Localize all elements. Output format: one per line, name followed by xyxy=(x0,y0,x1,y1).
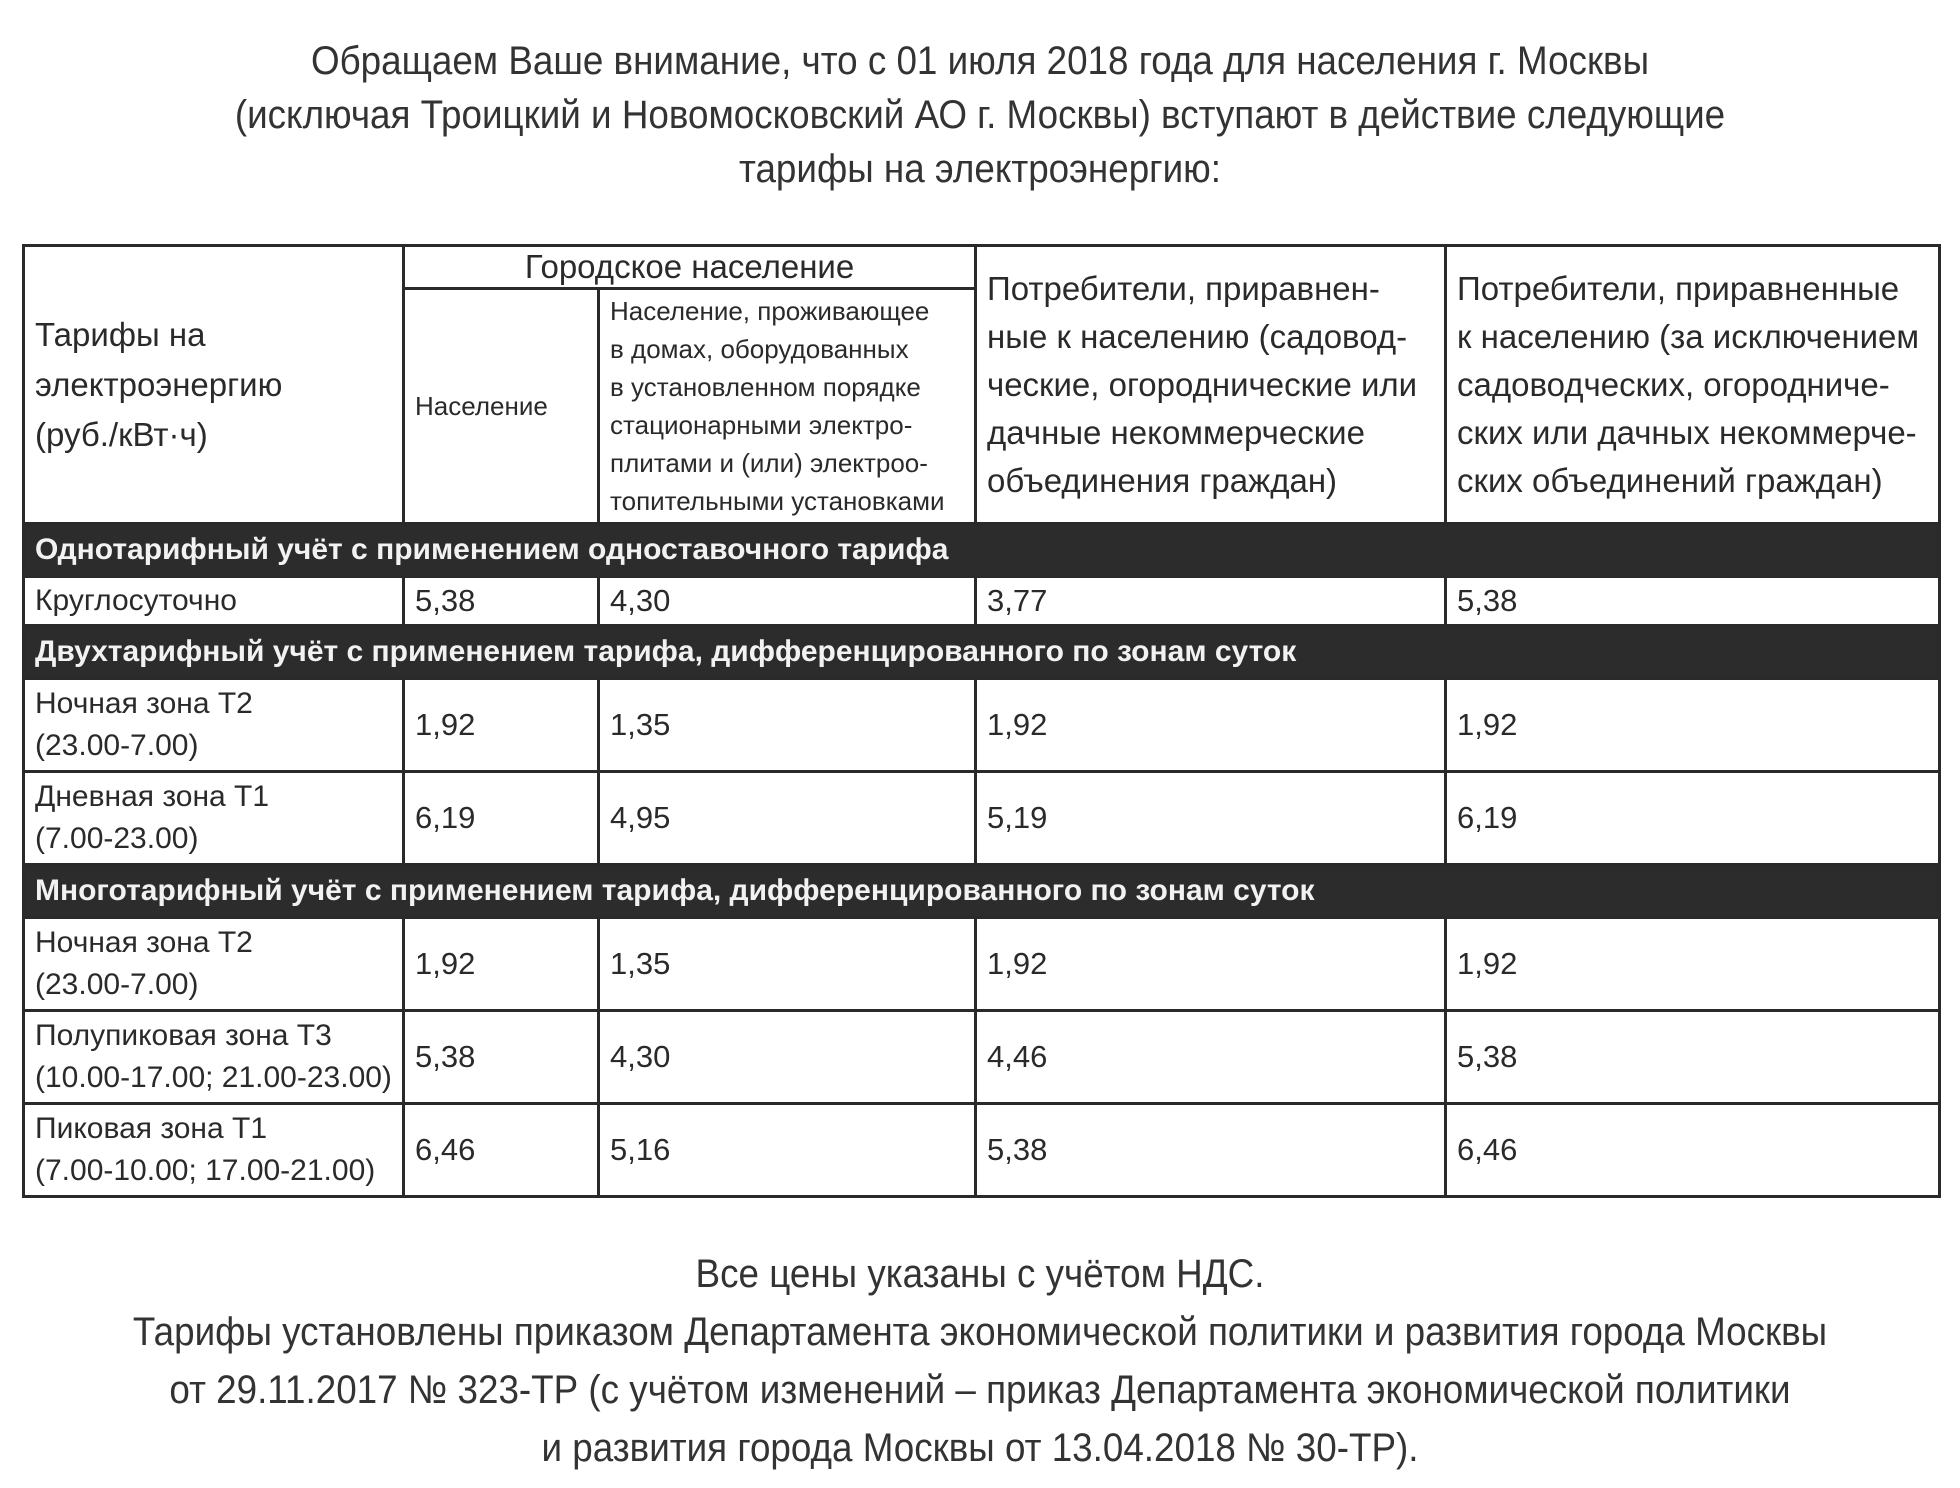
table-row xyxy=(24,679,1940,772)
row-label-line-2: (10.00-17.00; 21.00-23.00) xyxy=(35,1061,392,1094)
section-title: Двухтарифный учёт с применением тарифа, дифференцированного по зонам суток xyxy=(24,626,1940,679)
value-population: 5,38 xyxy=(404,1011,599,1104)
value-consumers-gardening: 5,38 xyxy=(976,1104,1446,1197)
header-co-line-2: к населению (за исключением xyxy=(1457,317,1920,355)
row-label-line-1: Дневная зона Т1 xyxy=(35,780,270,813)
row-label-line-1: Ночная зона Т2 xyxy=(35,687,253,720)
header-co-line-3: садоводческих, огородниче- xyxy=(1457,365,1890,403)
row-label xyxy=(24,1011,404,1104)
intro-line-1: Обращаем Ваше внимание, что с 01 июля 2018 года для населения г. Москвы xyxy=(310,39,1650,83)
footer-line-4: и развития города Москвы от 13.04.2018 № 30-ТР). xyxy=(541,1426,1419,1470)
row-label xyxy=(24,1104,404,1197)
value-consumers-gardening: 1,92 xyxy=(976,679,1446,772)
table-row xyxy=(24,918,1940,1011)
tariff-table xyxy=(22,244,1941,1198)
table-row xyxy=(24,772,1940,865)
header-consumers-gardening xyxy=(976,246,1446,524)
footer-text xyxy=(78,1245,1881,1477)
value-consumers-other: 5,38 xyxy=(1446,1011,1940,1104)
intro-line-2: (исключая Троицкий и Новомосковский АО г. Москвы) вступают в действие следующие xyxy=(234,93,1726,137)
header-tariffs-line-2: электроэнергию xyxy=(35,365,283,403)
row-label-line-2: (23.00-7.00) xyxy=(35,729,199,762)
row-label xyxy=(24,918,404,1011)
section-title: Однотарифный учёт с применением одноставочного тарифа xyxy=(24,524,1940,577)
value-consumers-gardening: 1,92 xyxy=(976,918,1446,1011)
section-multi-tariff xyxy=(24,865,1940,918)
header-co-line-5: ских объединений граждан) xyxy=(1457,461,1883,499)
value-population: 1,92 xyxy=(404,918,599,1011)
value-consumers-gardening: 5,19 xyxy=(976,772,1446,865)
header-stoves-line-4: стационарными электро- xyxy=(610,410,913,440)
value-stoves: 4,30 xyxy=(599,1011,976,1104)
row-label xyxy=(24,679,404,772)
table-row xyxy=(24,1011,1940,1104)
value-consumers-other: 1,92 xyxy=(1446,918,1940,1011)
header-cg-line-1: Потребители, приравнен- xyxy=(987,269,1380,307)
value-stoves: 4,95 xyxy=(599,772,976,865)
value-stoves: 5,16 xyxy=(599,1104,976,1197)
value-population: 1,92 xyxy=(404,679,599,772)
value-consumers-other: 6,19 xyxy=(1446,772,1940,865)
header-cg-line-3: ческие, огороднические или xyxy=(987,365,1418,403)
value-consumers-other: 5,38 xyxy=(1446,577,1940,626)
value-consumers-gardening: 4,46 xyxy=(976,1011,1446,1104)
row-label-line-2: (7.00-23.00) xyxy=(35,822,199,855)
header-city-population: Городское население xyxy=(404,246,976,289)
header-stoves-line-5: плитами и (или) электроо- xyxy=(610,448,928,478)
value-consumers-other: 1,92 xyxy=(1446,679,1940,772)
footer-line-2: Тарифы установлены приказом Департамента экономической политики и развития города Москвы xyxy=(132,1310,1828,1354)
table-row xyxy=(24,1104,1940,1197)
footer-line-3: от 29.11.2017 № 323-ТР (с учётом изменений – приказ Департамента экономической политики xyxy=(169,1368,1791,1412)
row-label-line-2: (23.00-7.00) xyxy=(35,968,199,1001)
header-population: Население xyxy=(404,289,599,524)
row-label-line-1: Полупиковая зона Т3 xyxy=(35,1019,332,1052)
value-population: 6,19 xyxy=(404,772,599,865)
value-consumers-gardening: 3,77 xyxy=(976,577,1446,626)
row-label xyxy=(24,772,404,865)
header-consumers-other xyxy=(1446,246,1940,524)
table-row xyxy=(24,577,1940,626)
header-tariffs xyxy=(24,246,404,524)
header-stoves-line-3: в установленном порядке xyxy=(610,372,921,402)
intro-text xyxy=(78,34,1881,196)
header-stoves-line-1: Население, проживающее xyxy=(610,296,930,326)
value-population: 5,38 xyxy=(404,577,599,626)
header-tariffs-line-3: (руб./кВт·ч) xyxy=(35,415,208,453)
header-stoves-line-6: топительными установками xyxy=(610,486,945,516)
section-two-tariff xyxy=(24,626,1940,679)
value-consumers-other: 6,46 xyxy=(1446,1104,1940,1197)
row-label-line-2: (7.00-10.00; 17.00-21.00) xyxy=(35,1154,376,1187)
value-population: 6,46 xyxy=(404,1104,599,1197)
value-stoves: 1,35 xyxy=(599,679,976,772)
row-label-line-1: Пиковая зона Т1 xyxy=(35,1112,268,1145)
header-cg-line-4: дачные некоммерческие xyxy=(987,413,1365,451)
value-stoves: 1,35 xyxy=(599,918,976,1011)
value-stoves: 4,30 xyxy=(599,577,976,626)
intro-line-3: тарифы на электроэнергию: xyxy=(739,147,1221,191)
header-stoves xyxy=(599,289,976,524)
section-title: Многотарифный учёт с применением тарифа, дифференцированного по зонам суток xyxy=(24,865,1940,918)
header-cg-line-2: ные к населению (садовод- xyxy=(987,317,1408,355)
footer-line-1: Все цены указаны с учётом НДС. xyxy=(695,1252,1265,1296)
header-tariffs-line-1: Тарифы на xyxy=(35,315,206,353)
header-row xyxy=(24,246,1940,289)
header-co-line-1: Потребители, приравненные xyxy=(1457,269,1900,307)
header-cg-line-5: объединения граждан) xyxy=(987,461,1338,499)
header-co-line-4: ских или дачных некоммерче- xyxy=(1457,413,1917,451)
row-label: Круглосуточно xyxy=(24,577,404,626)
header-stoves-line-2: в домах, оборудованных xyxy=(610,334,909,364)
section-single-tariff xyxy=(24,524,1940,577)
row-label-line-1: Ночная зона Т2 xyxy=(35,926,253,959)
